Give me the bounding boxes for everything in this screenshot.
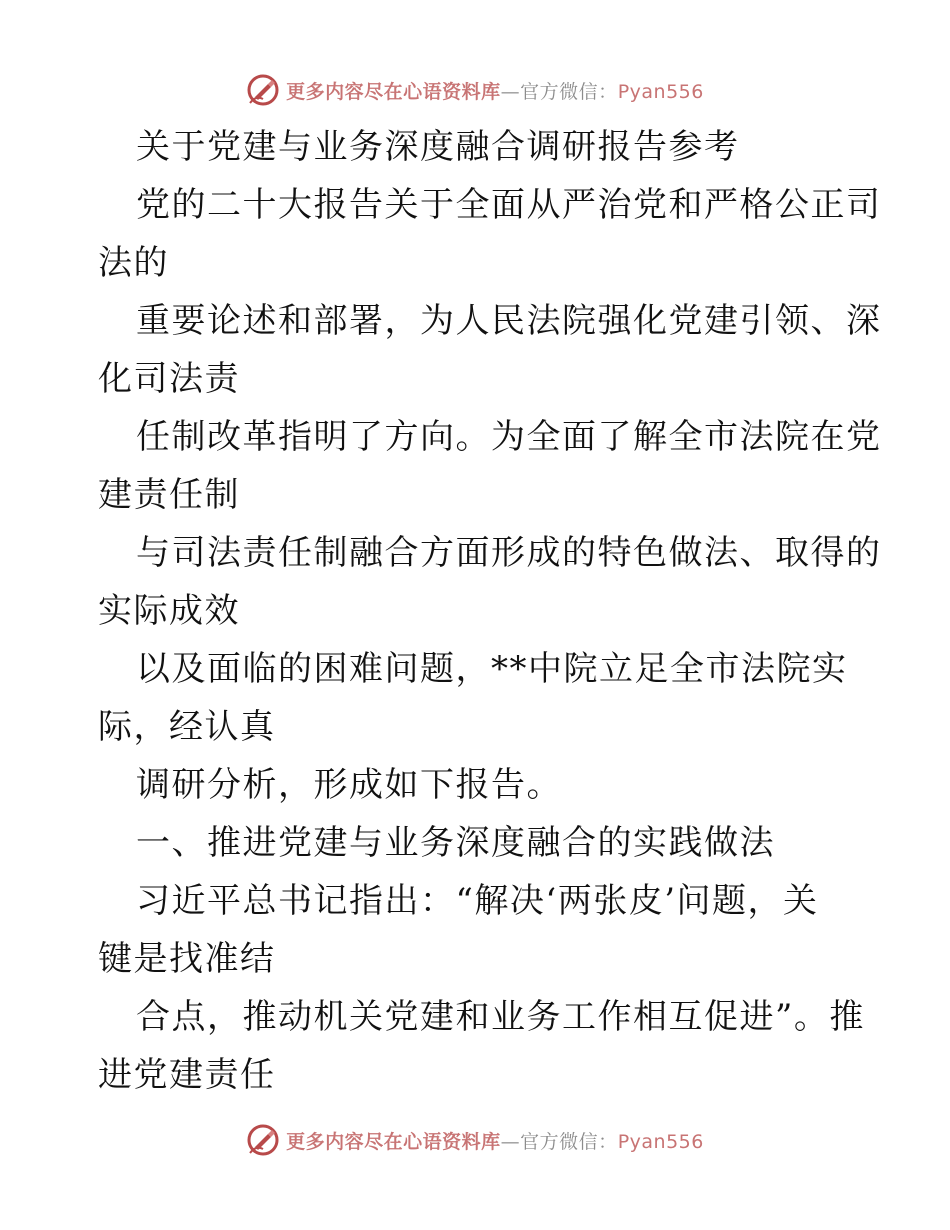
watermark-main-text: 更多内容尽在心语资料库 — [286, 80, 501, 103]
watermark-main-text: 更多内容尽在心语资料库 — [286, 1130, 501, 1153]
paragraph-line: 法的 — [98, 243, 169, 283]
watermark-wechat-label: 官方微信： — [520, 1130, 618, 1153]
document-body — [98, 118, 882, 1104]
watermark-text — [286, 1127, 704, 1154]
document-title: 关于党建与业务深度融合调研报告参考 — [136, 127, 740, 167]
paragraph-line: 调研分析，形成如下报告。 — [136, 765, 562, 805]
paragraph-line: 合点，推动机关党建和业务工作相互促进”。推 — [136, 997, 865, 1037]
paragraph-line: 化司法责 — [98, 359, 240, 399]
pen-logo-icon — [246, 1123, 280, 1157]
paragraph-line: 以及面临的困难问题，**中院立足全市法院实 — [136, 649, 848, 689]
header-watermark — [0, 70, 950, 110]
watermark-separator: — — [500, 80, 521, 103]
watermark-separator: — — [500, 1130, 521, 1153]
watermark-wechat-label: 官方微信： — [520, 80, 618, 103]
paragraph-line: 进党建责任 — [98, 1055, 276, 1095]
section-heading: 一、推进党建与业务深度融合的实践做法 — [136, 823, 775, 863]
paragraph-line: 重要论述和部署，为人民法院强化党建引领、深 — [136, 301, 882, 341]
watermark-text — [286, 77, 704, 104]
pen-logo-icon — [246, 73, 280, 107]
watermark-wechat-id: Pyan556 — [617, 80, 704, 103]
watermark-wechat-id: Pyan556 — [617, 1130, 704, 1153]
paragraph-line: 任制改革指明了方向。为全面了解全市法院在党 — [136, 417, 882, 457]
paragraph-line: 建责任制 — [98, 475, 240, 515]
footer-watermark — [0, 1120, 950, 1160]
paragraph-line: 实际成效 — [98, 591, 240, 631]
paragraph-line: 键是找准结 — [98, 939, 276, 979]
paragraph-line: 习近平总书记指出：“解决‘两张皮’问题，关 — [136, 881, 819, 921]
paragraph-line: 与司法责任制融合方面形成的特色做法、取得的 — [136, 533, 882, 573]
paragraph-line: 党的二十大报告关于全面从严治党和严格公正司 — [136, 185, 882, 225]
paragraph-line: 际，经认真 — [98, 707, 276, 747]
